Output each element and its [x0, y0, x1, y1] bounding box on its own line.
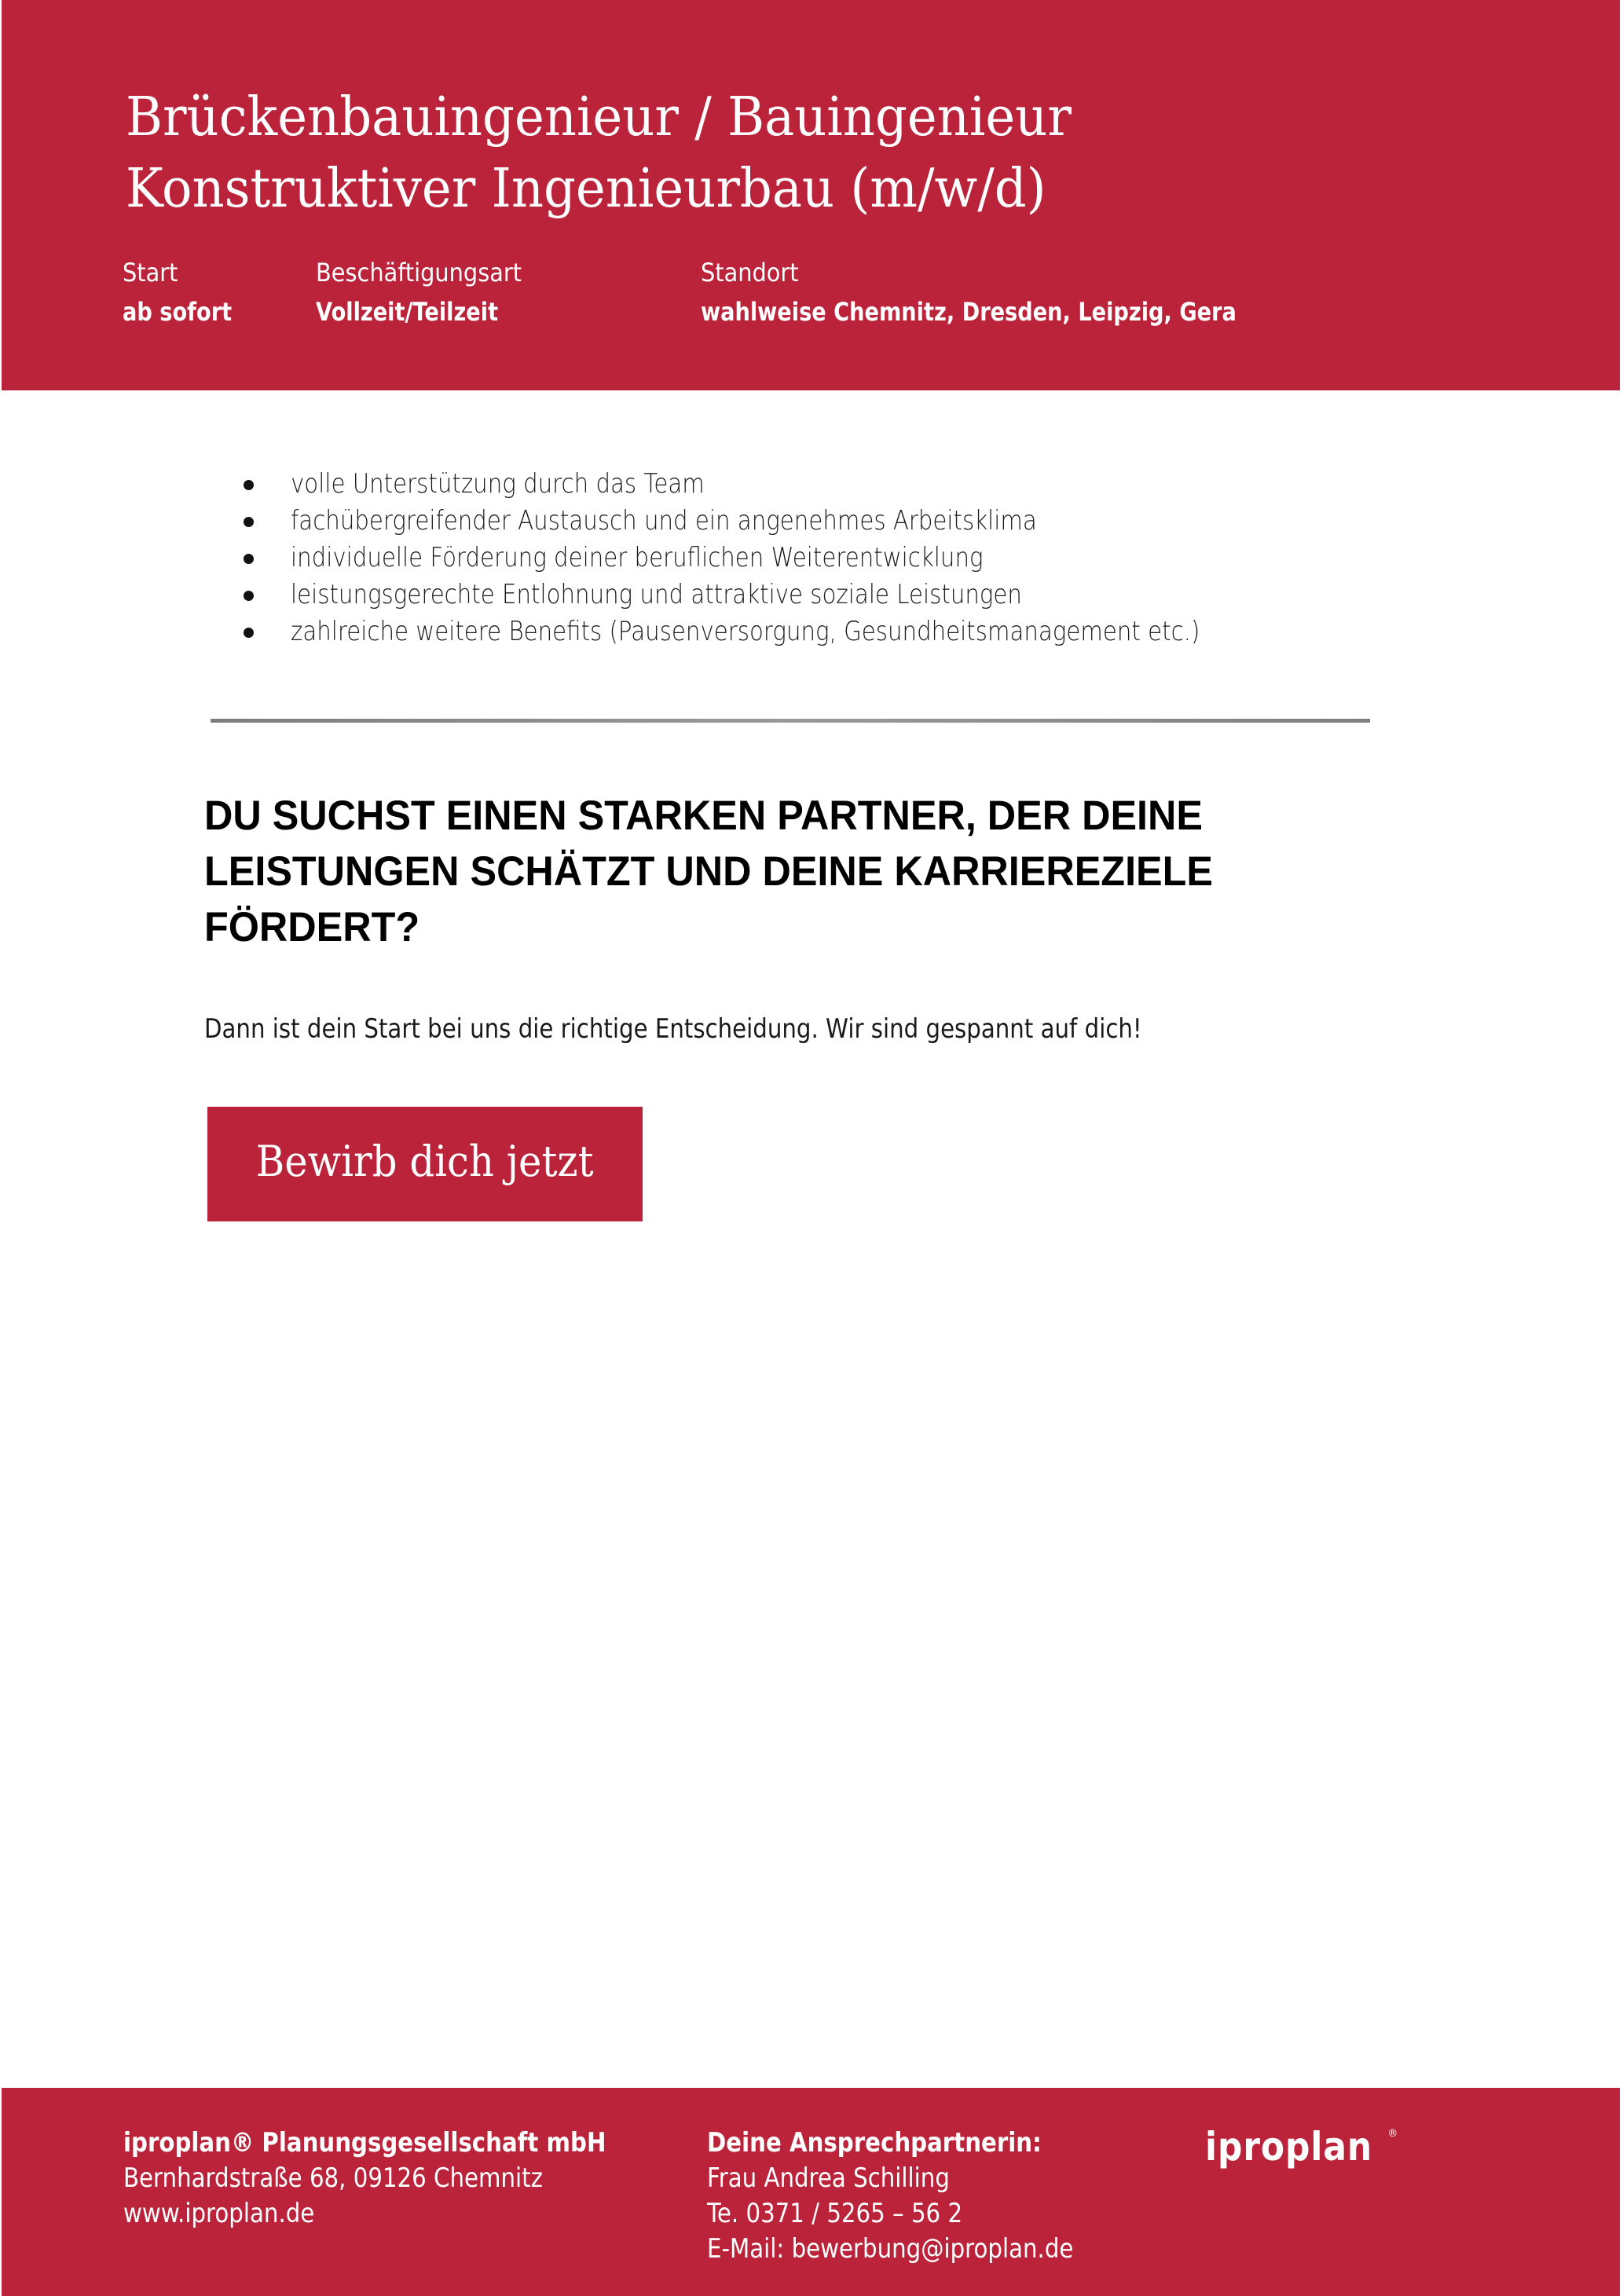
employment-type-value: Vollzeit/Teilzeit — [316, 297, 499, 327]
benefit-text: volle Unterstützung durch das Team — [291, 468, 705, 500]
job-title-line-1: Brückenbauingenieur / Bauingenieur — [126, 86, 1072, 148]
start-label: Start — [123, 258, 178, 287]
start-value: ab sofort — [123, 297, 233, 327]
bullet-icon — [244, 517, 254, 527]
apply-button-label: Bewirb dich jetzt — [256, 1137, 594, 1186]
iproplan-logo — [1205, 2123, 1398, 2170]
contact-email-link[interactable]: E-Mail: bewerbung@iproplan.de — [707, 2233, 1074, 2265]
cta-text: Dann ist dein Start bei uns die richtige Entscheidung. Wir sind gespannt auf dich! — [204, 1013, 1142, 1045]
page-footer — [2, 2088, 1620, 2296]
bullet-icon — [244, 554, 254, 564]
location-label: Standort — [701, 258, 799, 287]
job-title-line-2: Konstruktiver Ingenieurbau (m/w/d) — [126, 158, 1046, 220]
contact-heading: Deine Ansprechpartnerin: — [707, 2127, 1042, 2159]
location-value: wahlweise Chemnitz, Dresden, Leipzig, Gera — [701, 297, 1236, 327]
cta-heading-line-2: LEISTUNGEN SCHÄTZT UND DEINE KARRIEREZIELE — [204, 848, 1213, 895]
company-name: iproplan® Planungsgesellschaft mbH — [123, 2127, 606, 2159]
section-divider — [211, 719, 1370, 723]
company-address: Bernhardstraße 68, 09126 Chemnitz — [123, 2162, 543, 2194]
cta-heading — [204, 788, 1339, 955]
employment-type-info — [316, 253, 544, 331]
bullet-icon — [244, 591, 254, 601]
start-info — [123, 253, 251, 331]
bullet-icon — [244, 628, 254, 638]
cta-heading-line-3: FÖRDERT? — [204, 904, 420, 950]
company-website-link[interactable]: www.iproplan.de — [123, 2198, 315, 2229]
apply-button[interactable] — [207, 1107, 643, 1221]
job-header — [2, 0, 1620, 390]
benefit-text: individuelle Förderung deiner beruflichen Weiterentwicklung — [291, 542, 984, 573]
logo-wordmark: iproplan — [1205, 2124, 1373, 2170]
benefit-text: fachübergreifender Austausch und ein angenehmes Arbeitsklima — [291, 505, 1037, 536]
cta-heading-line-1: DU SUCHST EINEN STARKEN PARTNER, DER DEINE — [204, 793, 1203, 839]
bullet-icon — [244, 480, 254, 490]
employment-type-label: Beschäftigungsart — [316, 258, 522, 287]
contact-name: Frau Andrea Schilling — [707, 2162, 950, 2194]
benefit-text: zahlreiche weitere Benefits (Pausenversorgung, Gesundheitsmanagement etc.) — [291, 616, 1200, 647]
company-info — [123, 2126, 684, 2232]
contact-info — [707, 2126, 1133, 2267]
location-info — [701, 253, 1331, 331]
contact-phone: Te. 0371 / 5265 – 56 2 — [707, 2198, 963, 2229]
benefit-text: leistungsgerechte Entlohnung und attraktive soziale Leistungen — [291, 579, 1022, 610]
registered-trademark-icon: ® — [1387, 2128, 1398, 2140]
job-title — [126, 82, 1072, 225]
